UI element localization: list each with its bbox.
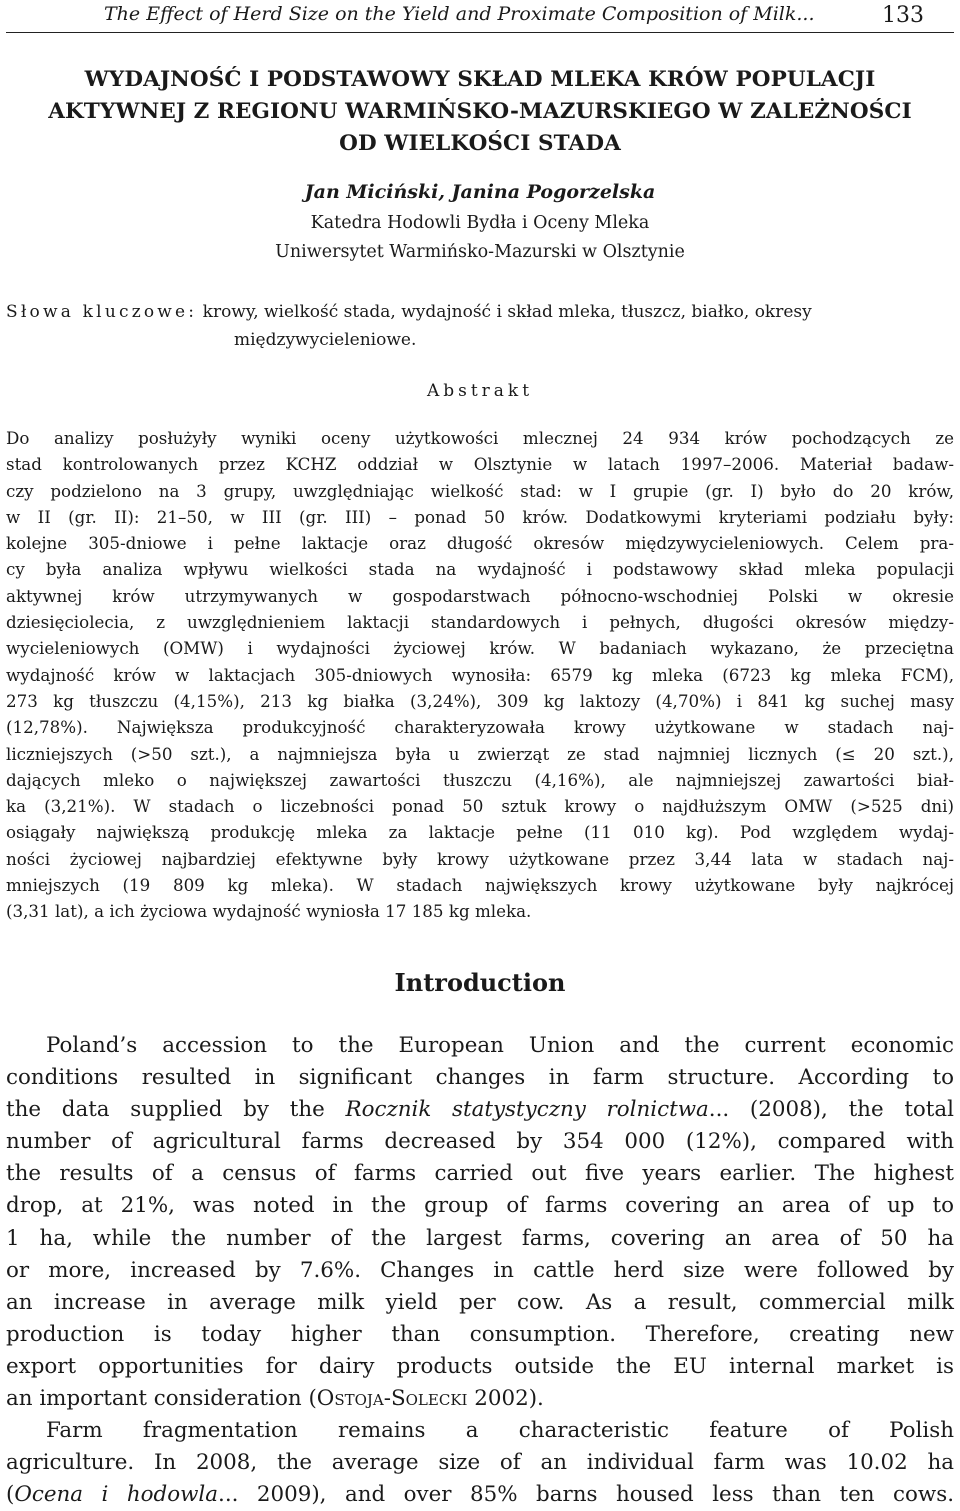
header-rule: [6, 32, 954, 33]
intro-line: an increase in average milk yield per cow. As a result, commercial milk: [6, 1289, 954, 1315]
page-number: 133: [882, 3, 924, 28]
abstract-line: ka (3,21%). W stadach o liczebności ponad 50 sztuk krowy o najdłuższym OMW (>525 dni): [6, 796, 954, 817]
running-header: [6, 0, 954, 30]
intro-line: agriculture. In 2008, the average size of an individual farm was 10.02 ha: [6, 1450, 954, 1476]
intro-text: ... 2009), and over 85% barns housed less than ten cows.: [218, 1482, 954, 1508]
citation-author: Ostoja-Solecki: [316, 1386, 468, 1412]
running-title: The Effect of Herd Size on the Yield and Proximate Composition of Milk...: [104, 3, 815, 25]
intro-text: ... (2008), the total: [708, 1097, 954, 1123]
intro-line: drop, at 21%, was noted in the group of farms covering an area of up to: [6, 1193, 954, 1219]
cited-title: Rocznik statystyczny rolnictwa: [345, 1097, 709, 1123]
intro-line: number of agricultural farms decreased by 354 000 (12%), compared with: [6, 1129, 954, 1155]
title-line-1: WYDAJNOŚĆ I PODSTAWOWY SKŁAD MLEKA KRÓW POPULACJI: [84, 67, 876, 92]
abstract-line: wydajność krów w laktacjach 305-dniowych wynosiła: 6579 kg mleka (6723 kg mleka FCM),: [6, 664, 954, 685]
intro-line: [6, 1479, 954, 1511]
intro-line: conditions resulted in significant changes in farm structure. According to: [6, 1065, 954, 1091]
abstract-line: liczniejszych (>50 szt.), a najmniejsza była u zwierząt ze stad najmniej licznych (≤ 20 szt.),: [6, 743, 954, 764]
intro-line: [6, 1094, 954, 1126]
intro-line: production is today higher than consumption. Therefore, creating new: [6, 1321, 954, 1347]
intro-line: [6, 1383, 954, 1415]
intro-line: Poland’s accession to the European Union and the current economic: [46, 1033, 954, 1058]
keywords-label: Słowa kluczowe:: [6, 302, 198, 322]
abstract-line: aktywnej krów utrzymywanych w gospodarstwach północno-wschodniej Polski w okresie: [6, 585, 954, 606]
abstract-line: dziesięciolecia, z uwzględnieniem laktacji standardowych i pełnych, długości okresów między-: [6, 612, 954, 633]
intro-line: 1 ha, while the number of the largest farms, covering an area of 50 ha: [6, 1225, 954, 1251]
title-line-2: AKTYWNEJ Z REGIONU WARMIŃSKO-MAZURSKIEGO W ZALEŻNOŚCI: [48, 99, 912, 124]
introduction-heading: Introduction: [394, 968, 566, 997]
abstract-line: ności życiowej najbardziej efektywne były krowy użytkowane przez 3,44 lata w stadach naj-: [6, 848, 954, 869]
intro-text: 2002).: [467, 1386, 544, 1412]
intro-line: export opportunities for dairy products outside the EU internal market is: [6, 1353, 954, 1379]
abstract-line: 273 kg tłuszczu (4,15%), 213 kg białka (3,24%), 309 kg laktozy (4,70%) i 841 kg suchej masy: [6, 690, 954, 711]
introduction-body: [6, 1030, 954, 1511]
title-line-3: OD WIELKOŚCI STADA: [339, 131, 621, 156]
keywords-line-2: międzywycieleniowe.: [234, 330, 417, 350]
intro-text: (: [6, 1482, 15, 1508]
authors: Jan Miciński, Janina Pogorzelska: [304, 181, 656, 203]
affiliation-university: Uniwersytet Warmińsko-Mazurski w Olsztynie: [275, 242, 685, 262]
abstract-line: (12,78%). Największa produkcyjność charakteryzowała krowy użytkowane w stadach naj-: [6, 717, 954, 738]
intro-line: Farm fragmentation remains a characteristic feature of Polish: [46, 1418, 954, 1444]
abstract-heading: Abstrakt: [426, 381, 534, 401]
abstract-line: wycieleniowych (OMW) i wydajności życiowej krów. W badaniach wykazano, że przeciętna: [6, 638, 954, 659]
abstract-line: w II (gr. II): 21–50, w III (gr. III) – ponad 50 krów. Dodatkowymi kryteriami podziału były:: [6, 506, 954, 527]
keywords-text: krowy, wielkość stada, wydajność i skład mleka, tłuszcz, białko, okresy: [202, 302, 812, 322]
affiliation-department: Katedra Hodowli Bydła i Oceny Mleka: [310, 213, 650, 233]
intro-line: the results of a census of farms carried out five years earlier. The highest: [6, 1161, 954, 1187]
abstract-line: czy podzielono na 3 grupy, uwzględniając wielkość stad: w I grupie (gr. I) było do 20 krów,: [6, 480, 954, 501]
abstract-line: kolejne 305-dniowe i pełne laktacje oraz długość okresów międzywycieleniowych. Celem pra-: [6, 533, 954, 554]
abstract-line: dających mleko o największej zawartości tłuszczu (4,16%), ale najmniejszej zawartości biał-: [6, 769, 954, 790]
abstract-line: Do analizy posłużyły wyniki oceny użytkowości mlecznej 24 934 krów pochodzących ze: [6, 428, 954, 448]
abstract-line: stad kontrolowanych przez KCHZ oddział w Olsztynie w latach 1997–2006. Materiał badaw-: [6, 454, 954, 475]
intro-line: or more, increased by 7.6%. Changes in cattle herd size were followed by: [6, 1257, 954, 1283]
keywords: [6, 298, 954, 354]
abstract-line: cy była analiza wpływu wielkości stada na wydajność i podstawowy skład mleka populacji: [6, 559, 954, 580]
abstract-line: osiągały największą produkcję mleka za laktacje pełne (11 010 kg). Pod względem wydaj-: [6, 822, 954, 843]
intro-text: an important consideration (: [6, 1386, 317, 1412]
abstract-line: mniejszych (19 809 kg mleka). W stadach największych krowy użytkowane były najkrócej: [6, 875, 954, 896]
cited-title: Ocena i hodowla: [14, 1482, 219, 1508]
abstract-line: (3,31 lat), a ich życiowa wydajność wyniosła 17 185 kg mleka.: [6, 901, 532, 922]
abstract-body: [6, 425, 954, 925]
intro-text: the data supplied by the: [6, 1097, 346, 1123]
article-title: [0, 64, 960, 160]
keywords-line-1: [6, 298, 954, 326]
